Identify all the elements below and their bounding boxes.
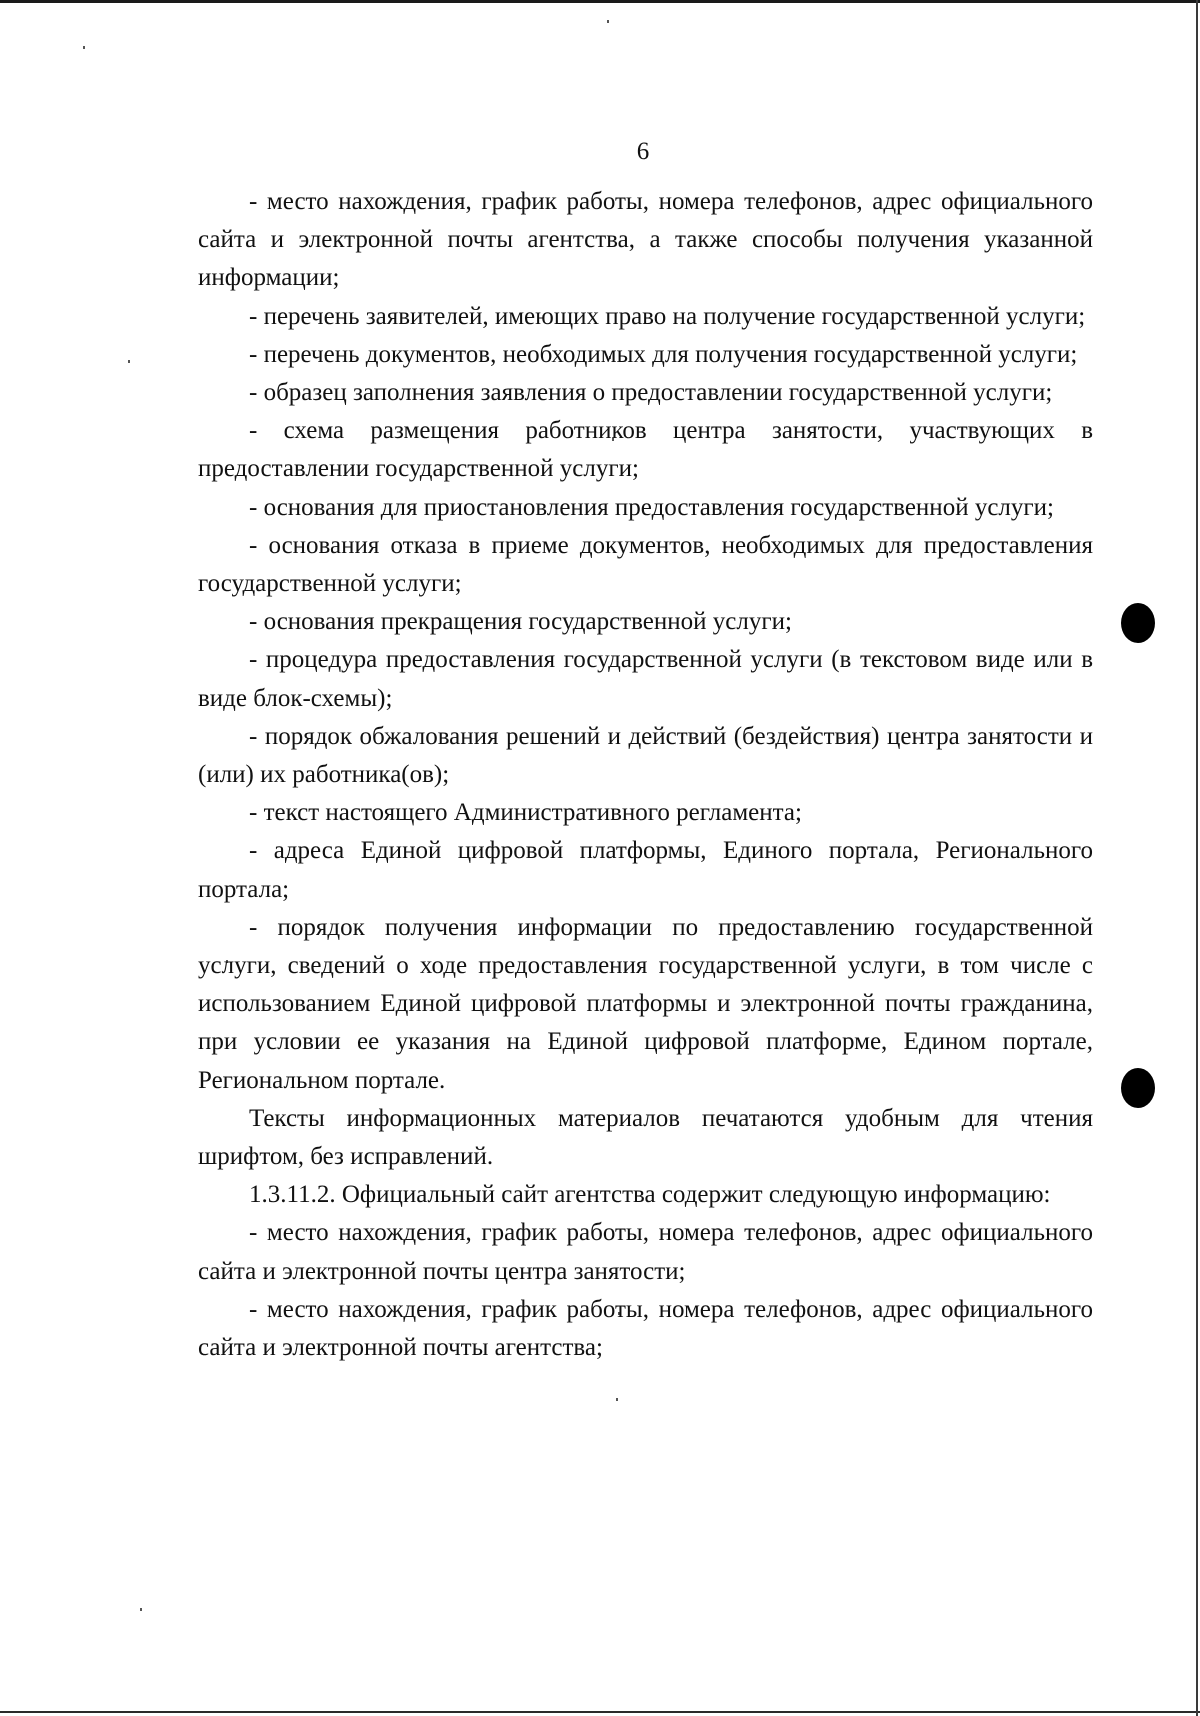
paragraph: - место нахождения, график работы, номера телефонов, адрес официального сайта и электронной почты агентства; [198,1295,1093,1362]
page-number: 6 [636,138,650,165]
paragraph: - схема размещения работников центра занятости, участвующих в предоставлении государственной услуги; [198,417,1093,483]
paragraph: - процедура предоставления государственной услуги (в текстовом виде или в виде блок-схемы); [198,646,1093,712]
paragraph: - адреса Единой цифровой платформы, Единого портала, Регионального портала; [198,837,1093,903]
paragraph: - текст настоящего Административного регламента; [249,799,802,827]
punch-hole [1121,1068,1155,1108]
paragraph: - место нахождения, график работы, номера телефонов, адрес официального сайта и электронной почты центра занятости; [198,1219,1093,1285]
paragraph: - порядок обжалования решений и действий (бездействия) центра занятости и (или) их работника(ов); [198,722,1093,789]
paragraph: - образец заполнения заявления о предоставлении государственной услуги; [249,379,1053,407]
scan-speck [128,360,130,363]
paragraph: - перечень документов, необходимых для получения государственной услуги; [249,340,1078,368]
paragraph: - место нахождения, график работы, номера телефонов, адрес официального сайта и электронной почты агентства, а также способы получения указанной информации; [198,188,1093,292]
paragraph: Тексты информационных материалов печатаются удобным для чтения шрифтом, без исправлений. [198,1104,1093,1171]
scan-speck [83,46,85,49]
scan-speck [616,1398,618,1401]
paragraph: - основания отказа в приеме документов, необходимых для предоставления государственной услуги; [198,531,1093,598]
punch-hole [1121,603,1155,643]
paragraph: 1.3.11.2. Официальный сайт агентства содержит следующую информацию: [249,1181,1051,1209]
paragraph: - порядок получения информации по предоставлению государственной услуги, сведений о ходе предоставления государственной услуги, в том числе с использованием Единой цифровой платформы и электронной почты гражданина, при условии ее указания на Единой цифровой платформе, Едином портале, Региональном портале. [198,913,1093,1094]
scan-speck [607,20,609,23]
document-body [198,183,1093,1367]
paragraph: - перечень заявителей, имеющих право на получение государственной услуги; [249,302,1086,330]
scan-right-edge [1196,0,1198,1716]
scan-bottom-edge [0,1711,1200,1713]
paragraph: - основания прекращения государственной услуги; [249,608,792,636]
scan-top-edge [0,0,1200,3]
scan-speck [140,1608,142,1611]
paragraph: - основания для приостановления предоставления государственной услуги; [249,493,1054,521]
